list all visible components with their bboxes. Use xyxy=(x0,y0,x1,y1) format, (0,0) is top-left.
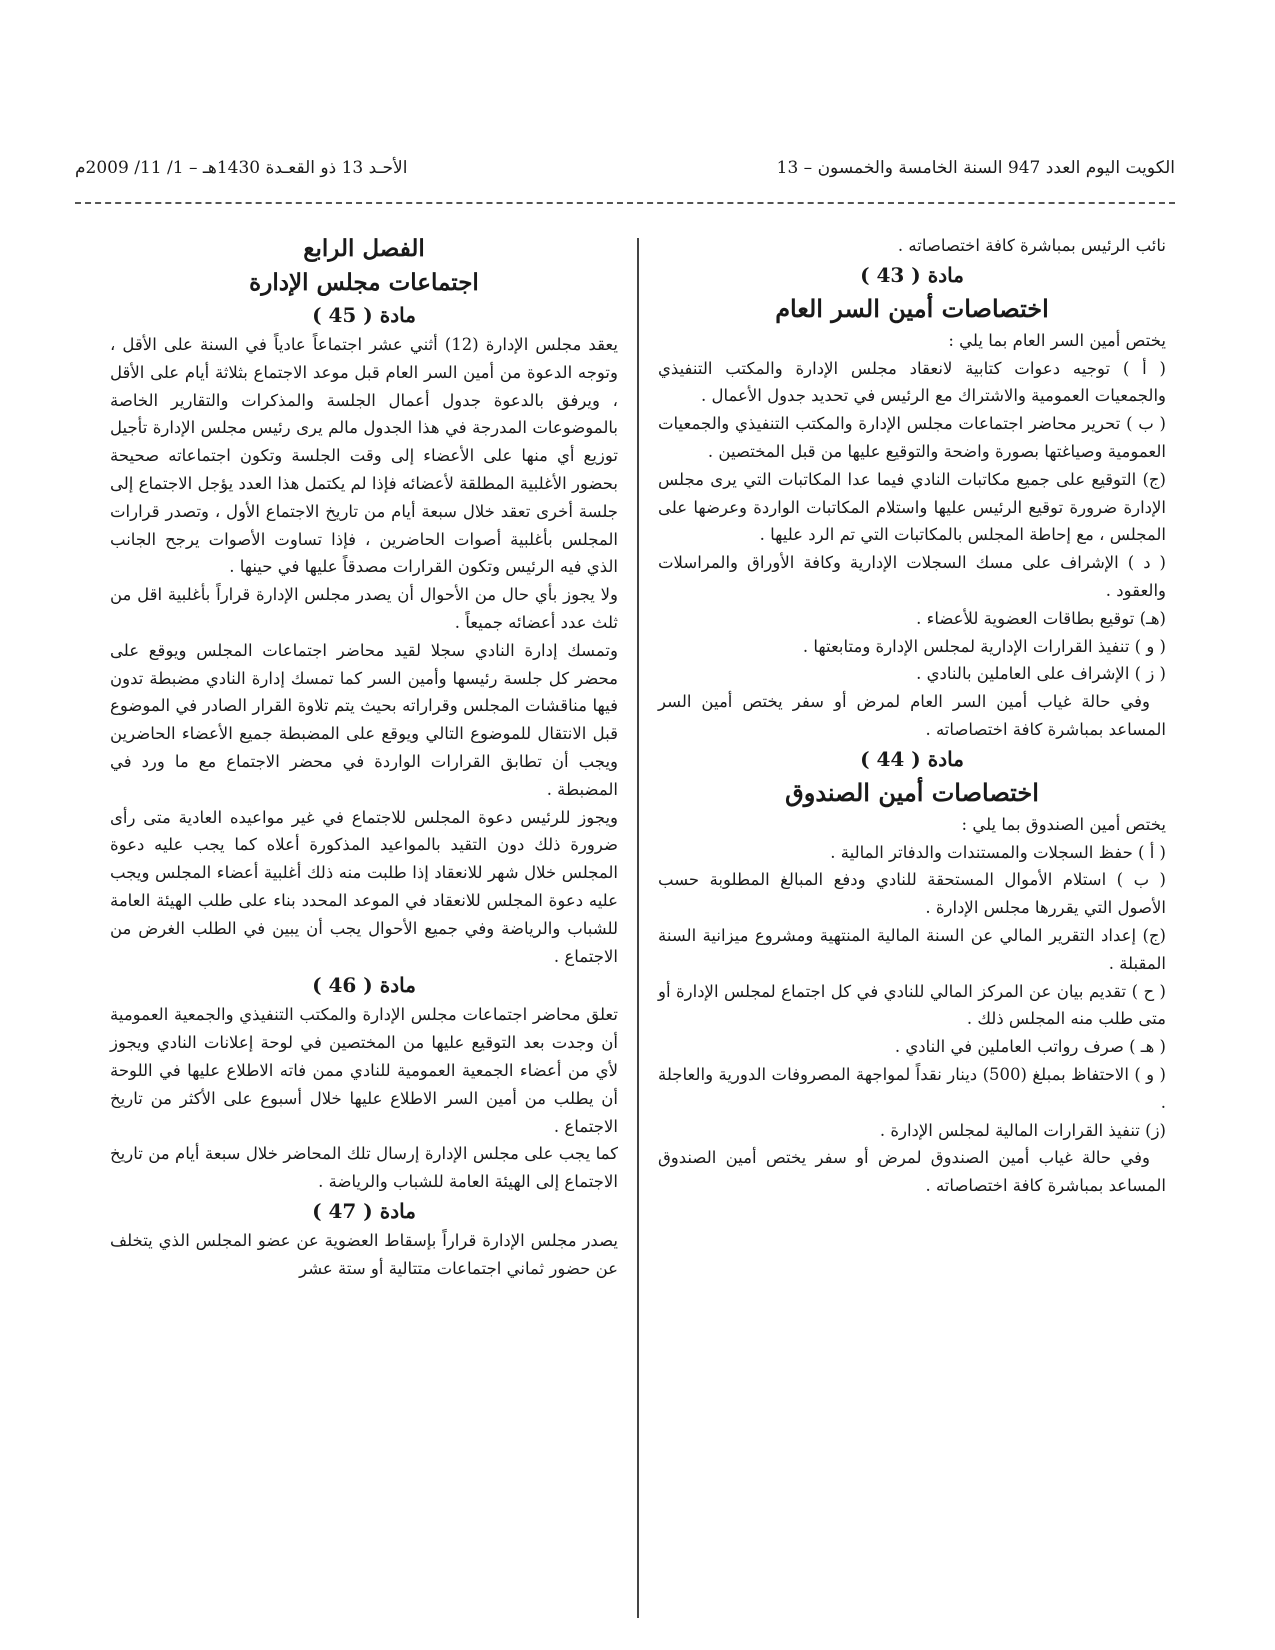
page-header xyxy=(75,158,1175,178)
article-47-title: مادة ( 47 ) xyxy=(312,1198,416,1223)
article-44-item-j: (ج) إعداد التقرير المالي عن السنة المالية المنتهية ومشروع ميزانية السنة المقبلة . xyxy=(658,925,1166,973)
article-45-paragraph-2: ولا يجوز بأي حال من الأحوال أن يصدر مجلس الإدارة قراراً بأغلبية اقل من ثلث عدد أعضائه جميعاً . xyxy=(110,585,618,632)
article-43-intro: يختص أمين السر العام بما يلي : xyxy=(948,330,1166,350)
continuation-line: نائب الرئيس بمباشرة كافة اختصاصاته . xyxy=(897,236,1166,255)
article-44-title: مادة ( 44 ) xyxy=(860,746,964,771)
article-46-title: مادة ( 46 ) xyxy=(312,973,416,998)
article-43-item-z: ( ز ) الإشراف على العاملين بالنادي . xyxy=(916,664,1166,684)
article-43-item-w: ( و ) تنفيذ القرارات الإدارية لمجلس الإدارة ومتابعتها . xyxy=(802,636,1166,656)
header-rule xyxy=(75,202,1175,204)
article-43-heading: اختصاصات أمين السر العام xyxy=(775,293,1049,323)
article-44-item-a: ( أ ) حفظ السجلات والمستندات والدفاتر المالية . xyxy=(830,842,1166,862)
article-46-paragraph-1: تعلق محاضر اجتماعات مجلس الإدارة والمكتب التنفيذي والجمعية العمومية أن وجدت بعد التوقيع عليها من المختصين في لوحة إعلانات النادي ويجوز لأي من أعضاء الجمعية العمومية للنادي ممن فاته الاطلاع عليها في اللوحة أن يطلب من أمين السر الاطلاع عليها خلال أسبوع على الأكثر من تاريخ الاجتماع . xyxy=(110,1005,618,1136)
article-43-item-a: ( أ ) توجيه دعوات كتابية لانعقاد مجلس الإدارة والمكتب التنفيذي والجمعيات العمومية والاشتراك مع الرئيس في تحديد جدول الأعمال . xyxy=(658,358,1166,406)
article-44-item-w: ( و ) الاحتفاظ بمبلغ (500) دينار نقداً لمواجهة المصروفات الدورية والعاجلة . xyxy=(658,1064,1166,1112)
article-46-paragraph-2: كما يجب على مجلس الإدارة إرسال تلك المحاضر خلال سبعة أيام من تاريخ الاجتماع إلى الهيئة العامة للشباب والرياضة . xyxy=(110,1144,618,1192)
chapter-number: الفصل الرابع xyxy=(303,235,425,262)
article-44-item-b: ( ب ) استلام الأموال المستحقة للنادي ودفع المبالغ المطلوبة حسب الأصول التي يقررها مجلس الإدارة . xyxy=(658,870,1166,918)
article-44-item-h: ( هـ ) صرف رواتب العاملين في النادي . xyxy=(894,1037,1166,1057)
column-divider xyxy=(637,238,639,1618)
article-44-closing: وفي حالة غياب أمين الصندوق لمرض أو سفر يختص أمين الصندوق المساعد بمباشرة كافة اختصاصاته . xyxy=(658,1148,1166,1196)
article-43-title: مادة ( 43 ) xyxy=(860,262,964,287)
article-43-closing: وفي حالة غياب أمين السر العام لمرض أو سفر يختص أمين السر المساعد بمباشرة كافة اختصاصاته . xyxy=(658,692,1166,739)
right-column xyxy=(658,232,1166,1200)
article-43-item-j: (ج) التوقيع على جميع مكاتبات النادي فيما عدا المكاتبات التي يرى مجلس الإدارة ضرورة توقيع الرئيس عليها واستلام المكاتبات الواردة وعرضها على المجلس ، مع إحاطة المجلس بالمكاتبات التي تم الرد عليها . xyxy=(658,469,1166,545)
header-date: الأحـد 13 ذو القعـدة 1430هـ – 1/ 11/ 2009م xyxy=(75,158,408,178)
article-44-intro: يختص أمين الصندوق بما يلي : xyxy=(961,814,1166,834)
article-43-item-d: ( د ) الإشراف على مسك السجلات الإدارية وكافة الأوراق والمراسلات والعقود . xyxy=(658,553,1166,600)
article-45-title: مادة ( 45 ) xyxy=(312,303,416,327)
header-publication-info: الكويت اليوم العدد 947 السنة الخامسة والخمسون – 13 xyxy=(776,158,1175,178)
article-45-paragraph-1: يعقد مجلس الإدارة (12) أثني عشر اجتماعاً عادياً في السنة على الأقل ، وتوجه الدعوة من أمين السر العام قبل موعد الاجتماع بثلاثة أيام على الأقل ، ويرفق بالدعوة جدول أعمال الجلسة والمذكرات والتقارير الخاصة بالموضوعات المدرجة في هذا الجدول مالم يرى رئيس مجلس الإدارة تأجيل توزيع أي منها على الأعضاء إلى وقت الجلسة وتكون اجتماعاته صحيحة بحضور الأغلبية المطلقة لأعضائه فإذا لم يكتمل هذا العدد يؤجل الاجتماع إلى جلسة أخرى تعقد خلال سبعة أيام من تاريخ الاجتماع الأول ، وتصدر قرارات المجلس بأغلبية أصوات الحاضرين ، فإذا تساوت الأصوات يرجح الجانب الذي فيه الرئيس وتكون القرارات مصدقاً عليها في حينها . xyxy=(110,335,618,577)
article-45-paragraph-3: وتمسك إدارة النادي سجلا لقيد محاضر اجتماعات المجلس ويوقع على محضر كل جلسة رئيسها وأمين السر كما تمسك إدارة النادي مضبطة تدون فيها مناقشات المجلس وقراراته بحيث يتم تلاوة القرار الصادر في الموضوع قبل الانتقال للموضوع التالي ويوقع على المضبطة جميع الأعضاء الحاضرين ويجب أن تطابق القرارات الواردة في محضر الاجتماع مع ما ورد في المضبطة . xyxy=(110,640,618,799)
article-44-item-z: (ز) تنفيذ القرارات المالية لمجلس الإدارة . xyxy=(879,1120,1166,1140)
left-column xyxy=(110,232,618,1283)
article-44-item-hh: ( ح ) تقديم بيان عن المركز المالي للنادي في كل اجتماع لمجلس الإدارة أو متى طلب منه المجلس ذلك . xyxy=(658,981,1166,1029)
article-43-item-h: (هـ) توقيع بطاقات العضوية للأعضاء . xyxy=(916,608,1166,628)
article-47-paragraph-1: يصدر مجلس الإدارة قراراً بإسقاط العضوية عن عضو المجلس الذي يتخلف عن حضور ثماني اجتماعات متتالية أو ستة عشر xyxy=(110,1230,618,1278)
article-45-paragraph-4: ويجوز للرئيس دعوة المجلس للاجتماع في غير مواعيده العادية متى رأى ضرورة ذلك دون التقيد بالمواعيد المذكورة أعلاه كما يجب عليه دعوة المجلس خلال شهر للانعقاد إذا طلبت منه ذلك أغلبية أعضاء المجلس ويجب عليه دعوة المجلس للانعقاد في الموعد المحدد بناء على طلب الهيئة العامة للشباب والرياضة وفي جميع الأحوال يجب أن يبين في الطلب الغرض من الاجتماع . xyxy=(110,807,618,966)
article-43-item-b: ( ب ) تحرير محاضر اجتماعات مجلس الإدارة والمكتب التنفيذي والجمعيات العمومية وصياغتها بصورة واضحة والتوقيع عليها من قبل المختصين . xyxy=(658,414,1166,461)
chapter-title: اجتماعات مجلس الإدارة xyxy=(249,269,479,296)
article-44-heading: اختصاصات أمين الصندوق xyxy=(785,777,1039,807)
